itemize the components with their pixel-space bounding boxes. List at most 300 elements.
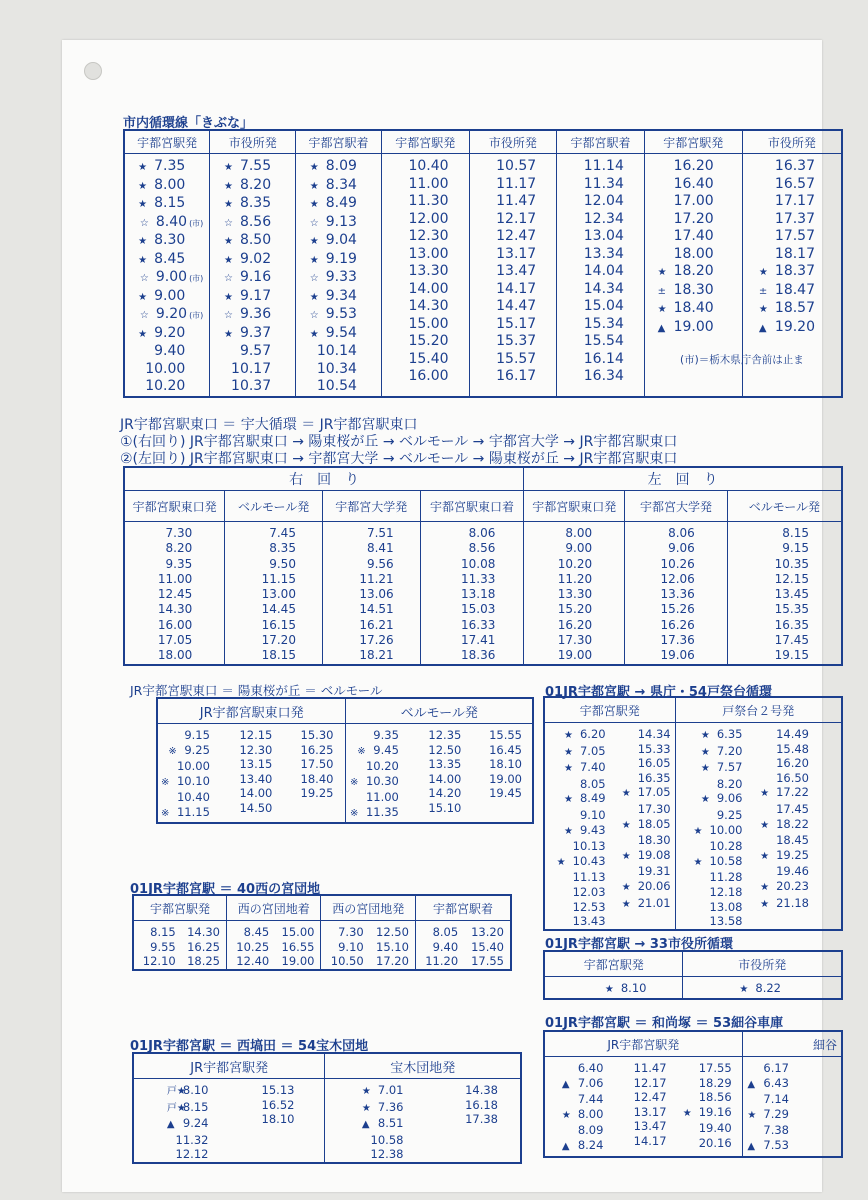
time-value: 10.58: [709, 853, 743, 868]
time-value: 11.00: [365, 790, 399, 805]
time-entry: [524, 526, 624, 541]
service-mark: 戸★: [166, 1086, 186, 1097]
time-entry: [645, 211, 742, 229]
time-entry: [746, 727, 841, 742]
time-value: 16.35: [774, 617, 809, 632]
shiyakusho-header-2: 市役所発: [683, 951, 842, 977]
time-value: 11.35: [365, 804, 399, 819]
time-entry: [214, 728, 281, 743]
time-value: 15.57: [496, 350, 537, 367]
time-value: 9.17: [239, 287, 272, 304]
time-value: 18.00: [673, 245, 714, 262]
service-mark: ☆: [223, 273, 233, 284]
service-mark: ★: [700, 746, 710, 758]
service-mark: ★: [138, 180, 148, 192]
time-entry: [134, 1083, 228, 1100]
time-value: 19.06: [660, 648, 695, 663]
kencho-col-2: [610, 723, 675, 912]
time-value: 13.58: [709, 914, 743, 929]
time-entry: [557, 316, 644, 334]
nishi-col-8: [462, 921, 510, 969]
time-entry: [743, 228, 841, 246]
service-mark: ★: [309, 291, 319, 303]
time-value: 11.00: [408, 175, 449, 192]
yoto-col-1: [158, 724, 214, 822]
time-value: 8.35: [239, 195, 272, 211]
service-mark: ※: [357, 745, 366, 757]
time-value: 16.50: [776, 770, 809, 785]
time-value: 17.57: [774, 228, 815, 244]
time-entry: [545, 981, 682, 998]
time-entry: [225, 557, 322, 572]
service-mark: ▲: [361, 1119, 370, 1131]
time-value: 16.20: [776, 756, 809, 771]
time-value: 8.00: [577, 1106, 604, 1121]
time-entry: [545, 885, 610, 900]
time-entry: [676, 854, 747, 871]
time-value: 9.56: [366, 556, 394, 571]
time-entry: [625, 526, 727, 541]
time-value: 16.55: [281, 939, 315, 954]
service-mark: ★: [760, 819, 770, 831]
time-value: 10.14: [316, 343, 357, 359]
time-value: 12.15: [239, 728, 273, 742]
time-entry: [743, 1076, 841, 1093]
time-value: 18.25: [187, 954, 221, 969]
shiyakusho-header-1: 宇都宮駅発: [544, 951, 683, 977]
time-value: 16.00: [157, 617, 193, 632]
time-value: 18.40: [300, 771, 334, 786]
time-entry: [125, 541, 224, 556]
loop-header-1: 宇都宮駅東口発: [124, 491, 225, 522]
time-value: 8.50: [239, 232, 272, 248]
yoto-title: JR宇都宮駅東口 ＝ 陽東桜が丘 ＝ ベルモール: [130, 683, 383, 698]
time-value: 13.30: [557, 587, 593, 602]
hosoya-col-1: [545, 1057, 607, 1155]
time-value: 17.26: [359, 633, 394, 648]
time-entry: [470, 281, 557, 299]
time-entry: [125, 306, 209, 325]
time-entry: [134, 925, 180, 940]
time-value: 15.04: [583, 298, 624, 314]
time-entry: [227, 925, 273, 940]
shiyakusho-table: [543, 950, 843, 1000]
time-value: 7.45: [269, 526, 296, 540]
time-entry: [746, 742, 841, 757]
time-entry: [743, 1138, 841, 1155]
time-value: 20.16: [698, 1135, 732, 1150]
time-value: 10.26: [660, 556, 695, 571]
service-mark: ☆: [223, 310, 233, 321]
hosoya-table: [543, 1030, 843, 1158]
time-value: 9.57: [239, 343, 272, 359]
service-mark: ★: [138, 236, 148, 247]
time-value: 10.57: [496, 158, 537, 174]
time-entry: [676, 900, 747, 915]
nishi-col-6: [368, 921, 415, 969]
time-entry: [180, 954, 226, 969]
time-entry: [743, 1123, 841, 1138]
time-value: 14.34: [637, 727, 671, 741]
time-entry: [462, 954, 510, 969]
time-value: 15.35: [774, 602, 809, 617]
time-value: 19.20: [774, 318, 815, 335]
time-value: 12.12: [175, 1147, 209, 1162]
loop-col-6: [625, 522, 727, 664]
time-entry: [645, 282, 742, 301]
time-entry: [746, 879, 841, 896]
service-mark: ★: [760, 850, 770, 862]
time-entry: [296, 378, 381, 396]
time-value: 19.00: [673, 318, 714, 335]
service-mark: ☆: [139, 273, 149, 284]
time-entry: [346, 759, 402, 774]
service-mark: ★: [563, 730, 573, 741]
time-entry: [321, 925, 367, 940]
kencho-col-3: [676, 723, 747, 929]
time-entry: [225, 572, 322, 587]
hosoya-col-3: [671, 1057, 742, 1151]
service-mark: ★: [621, 850, 631, 862]
service-mark: ▲: [747, 1140, 756, 1152]
time-entry: [470, 158, 557, 176]
kibuna-header-3: 宇都宮駅着: [296, 130, 382, 154]
time-entry: [557, 246, 644, 264]
time-value: 10.00: [176, 759, 210, 774]
time-value: 17.41: [461, 633, 496, 648]
time-entry: [382, 211, 469, 229]
time-entry: [421, 587, 524, 602]
service-mark: ★: [138, 199, 148, 210]
time-entry: [557, 176, 644, 194]
service-mark: ★: [693, 856, 703, 868]
time-entry: [158, 774, 214, 791]
time-entry: [125, 633, 224, 648]
time-entry: [134, 954, 180, 969]
time-value: 12.15: [774, 571, 809, 586]
time-value: 14.30: [187, 925, 221, 939]
service-mark: ★: [747, 1109, 757, 1121]
loop-col-2: [225, 522, 322, 664]
time-value: 18.20: [673, 263, 714, 279]
time-value: 9.02: [239, 250, 272, 267]
time-value: 7.01: [377, 1083, 404, 1097]
time-value: 16.14: [583, 350, 624, 367]
time-value: 12.45: [157, 587, 193, 602]
time-entry: [671, 1105, 742, 1122]
time-value: 12.17: [633, 1075, 667, 1090]
time-entry: [382, 351, 469, 369]
service-mark: ★: [563, 825, 573, 837]
service-mark: ★: [309, 180, 319, 192]
kibuna-col-6: [557, 154, 644, 386]
time-entry: [125, 648, 224, 663]
time-value: 15.17: [496, 315, 537, 332]
time-entry: [671, 1090, 742, 1105]
time-value: 19.31: [637, 864, 671, 879]
time-entry: [210, 251, 295, 270]
time-entry: [225, 602, 322, 617]
time-value: 17.37: [774, 210, 815, 227]
time-entry: [125, 343, 209, 361]
time-entry: [403, 728, 470, 743]
time-entry: [743, 1061, 841, 1076]
nishi-header-3: 西の宮団地発: [321, 895, 415, 921]
time-entry: [746, 817, 841, 834]
time-value: 15.10: [428, 800, 462, 815]
time-value: 9.20: [155, 306, 188, 322]
time-entry: [728, 541, 841, 556]
time-value: 18.45: [776, 833, 809, 848]
service-mark: ★: [223, 291, 233, 303]
time-value: 8.24: [577, 1137, 604, 1152]
takara-header-2: 宝木団地発: [325, 1053, 521, 1079]
loop-title: JR宇都宮駅東口 ＝ 宇大循環 ＝ JR宇都宮駅東口: [120, 417, 418, 433]
time-value: 11.14: [583, 158, 624, 174]
time-value: 16.57: [774, 175, 815, 192]
service-mark: ★: [621, 881, 631, 893]
time-entry: [676, 885, 747, 900]
time-entry: [645, 193, 742, 211]
time-entry: [625, 541, 727, 556]
time-value: 18.10: [261, 1112, 295, 1127]
time-value: 16.35: [637, 770, 671, 785]
service-mark: ▲: [561, 1140, 570, 1152]
nishi-table: [132, 894, 512, 971]
time-entry: [746, 771, 841, 786]
time-entry: [625, 602, 727, 617]
time-entry: [323, 572, 420, 587]
loop-header-4: 宇都宮駅東口着: [420, 491, 524, 522]
time-entry: [470, 316, 557, 334]
time-value: 12.00: [408, 210, 449, 227]
time-value: 12.17: [496, 210, 537, 227]
time-entry: [281, 757, 345, 772]
time-value: 7.40: [579, 760, 606, 775]
time-entry: [545, 760, 610, 777]
time-value: 13.00: [408, 245, 449, 262]
time-entry: [671, 1121, 742, 1136]
time-value: 9.35: [373, 728, 399, 742]
nishi-col-2: [180, 921, 226, 969]
time-entry: [210, 361, 295, 379]
time-entry: [645, 246, 742, 264]
kibuna-col-5: [470, 154, 557, 386]
time-value: 17.20: [673, 210, 714, 227]
time-value: 16.45: [489, 742, 522, 757]
time-entry: [214, 743, 281, 758]
loop-header-5: 宇都宮駅東口発: [524, 491, 625, 522]
service-mark: ★: [682, 1107, 692, 1119]
time-value: 15.37: [496, 333, 537, 349]
hosoya-title: 01JR宇都宮駅 ＝ 和尚塚 ＝ 53細谷車庫: [545, 1016, 784, 1031]
service-mark: ★: [138, 291, 148, 303]
stop-note-mark: (市): [189, 218, 204, 228]
time-entry: [607, 1134, 670, 1149]
hosoya-header-2: 細谷: [742, 1031, 842, 1057]
time-value: 19.08: [637, 847, 671, 862]
time-entry: [296, 306, 381, 325]
time-value: 15.26: [660, 602, 695, 617]
time-value: 8.09: [577, 1123, 604, 1138]
time-entry: [524, 541, 624, 556]
time-value: 13.17: [633, 1104, 667, 1119]
time-value: 17.00: [673, 193, 714, 209]
time-value: 16.52: [261, 1097, 295, 1112]
time-value: 10.40: [176, 790, 210, 805]
time-value: 16.17: [496, 368, 537, 384]
time-entry: [545, 1061, 607, 1076]
time-entry: [557, 298, 644, 316]
time-entry: [671, 1136, 742, 1151]
time-value: 17.17: [774, 193, 815, 209]
time-entry: [416, 925, 462, 940]
time-entry: [368, 940, 415, 955]
time-entry: [607, 1119, 670, 1134]
time-value: 12.47: [496, 228, 537, 244]
time-entry: [610, 771, 675, 786]
service-mark: ±: [758, 285, 768, 297]
time-value: 17.45: [774, 633, 809, 648]
time-value: 9.55: [150, 939, 176, 954]
time-entry: [225, 587, 322, 602]
time-value: 17.38: [465, 1112, 498, 1127]
time-value: 19.15: [774, 648, 809, 663]
time-value: 9.40: [432, 939, 459, 954]
service-mark: ★: [223, 180, 233, 192]
time-value: 17.45: [776, 801, 809, 816]
time-entry: [607, 1105, 670, 1120]
time-entry: [671, 1076, 742, 1091]
time-entry: [210, 158, 295, 177]
time-value: 14.30: [157, 602, 193, 617]
time-value: 10.30: [365, 773, 399, 788]
time-value: 18.00: [157, 648, 193, 663]
time-value: 10.10: [176, 773, 210, 788]
time-entry: [470, 211, 557, 229]
time-entry: [125, 251, 209, 270]
service-mark: ※: [160, 776, 170, 788]
time-entry: [676, 791, 747, 808]
time-value: 10.40: [408, 158, 449, 174]
time-entry: [728, 602, 841, 617]
service-mark: ★: [700, 763, 710, 775]
service-mark: ★: [621, 898, 631, 910]
time-entry: [225, 648, 322, 663]
time-entry: [382, 298, 469, 316]
time-entry: [323, 587, 420, 602]
time-value: 9.00: [154, 287, 186, 304]
time-entry: [743, 263, 841, 282]
time-value: 7.36: [377, 1099, 404, 1114]
time-entry: [296, 251, 381, 270]
time-entry: [728, 648, 841, 663]
time-value: 12.50: [428, 742, 462, 757]
time-entry: [746, 833, 841, 848]
time-value: 9.43: [579, 822, 606, 837]
time-value: 9.04: [325, 232, 357, 248]
time-entry: [403, 801, 470, 816]
time-entry: [382, 263, 469, 281]
time-entry: [421, 526, 524, 541]
time-value: 14.38: [465, 1083, 498, 1097]
time-value: 13.45: [774, 587, 809, 602]
time-entry: [125, 177, 209, 196]
time-value: 8.49: [325, 195, 357, 211]
time-entry: [545, 1123, 607, 1138]
time-value: 7.30: [338, 925, 364, 939]
time-entry: [210, 325, 295, 344]
service-mark: ★: [760, 898, 770, 910]
time-value: 11.30: [408, 193, 449, 209]
time-value: 16.05: [637, 756, 671, 771]
time-entry: [645, 228, 742, 246]
time-value: 12.30: [408, 228, 449, 244]
time-value: 15.48: [776, 741, 809, 756]
time-entry: [545, 854, 610, 871]
time-value: 13.36: [660, 587, 695, 602]
time-value: 9.00: [565, 541, 593, 556]
time-entry: [210, 195, 295, 214]
time-value: 9.06: [716, 791, 743, 806]
time-value: 8.15: [782, 526, 809, 540]
time-value: 9.06: [668, 541, 695, 556]
time-value: 16.00: [408, 368, 449, 384]
time-entry: [323, 557, 420, 572]
time-entry: [557, 193, 644, 211]
time-value: 13.18: [461, 587, 496, 602]
time-entry: [225, 541, 322, 556]
time-entry: [296, 325, 381, 344]
time-value: 11.20: [425, 954, 459, 969]
time-entry: [158, 805, 214, 822]
time-value: 8.15: [150, 925, 176, 939]
time-entry: [368, 954, 415, 969]
time-entry: [210, 306, 295, 325]
time-entry: [671, 1061, 742, 1076]
service-mark: ★: [223, 254, 233, 266]
time-value: 7.53: [763, 1137, 789, 1152]
kibuna-header-1: 宇都宮駅発: [124, 130, 210, 154]
kibuna-col-4: [382, 154, 469, 386]
loop-col-5: [524, 522, 624, 664]
service-mark: ☆: [309, 310, 319, 321]
time-entry: [296, 214, 381, 233]
time-entry: [746, 864, 841, 879]
time-entry: [545, 870, 610, 885]
time-entry: [524, 618, 624, 633]
time-value: 14.45: [261, 602, 296, 617]
time-entry: [134, 1116, 228, 1133]
time-entry: [545, 914, 610, 929]
time-entry: [214, 772, 281, 787]
time-entry: [645, 300, 742, 319]
time-value: 16.20: [557, 617, 593, 632]
service-mark: ★: [563, 763, 573, 775]
time-value: 8.45: [154, 250, 186, 267]
time-value: 10.20: [145, 378, 186, 394]
time-entry: [728, 572, 841, 587]
time-entry: [545, 900, 610, 915]
time-value: 9.40: [154, 343, 186, 359]
time-value: 16.25: [300, 742, 334, 757]
time-entry: [676, 839, 747, 854]
kibuna-header-7: 宇都宮駅発: [644, 130, 742, 154]
time-entry: [545, 1092, 607, 1107]
time-entry: [323, 633, 420, 648]
time-value: 8.09: [325, 158, 357, 174]
time-entry: [625, 648, 727, 663]
